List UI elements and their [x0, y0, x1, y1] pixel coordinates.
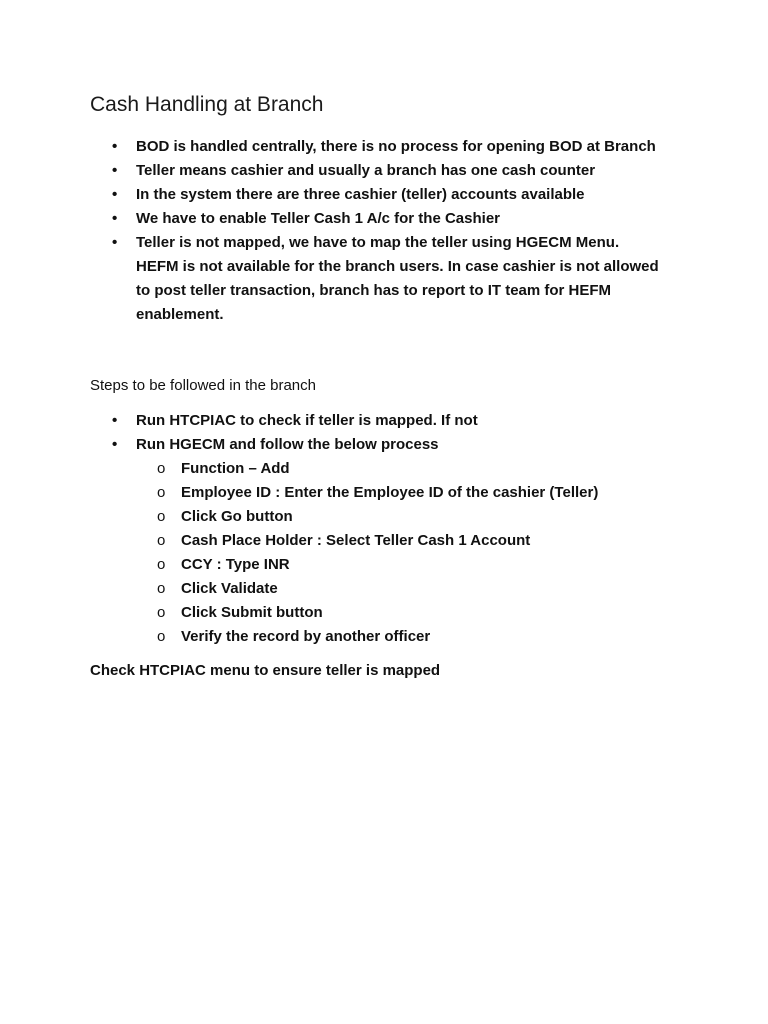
substep-item [181, 601, 598, 625]
closing-note: Check HTCPIAC menu to ensure teller is mapped [90, 662, 441, 679]
bullet-text: We have to enable Teller Cash 1 A/c for the Cashier [136, 210, 501, 227]
substep-item [181, 481, 598, 505]
bullet-item [136, 231, 659, 327]
steps-bullet-list [136, 409, 478, 457]
bullet-item [136, 135, 659, 159]
substep-text: Click Go button [181, 508, 293, 525]
substep-item [181, 625, 598, 649]
document-title: Cash Handling at Branch [90, 93, 324, 116]
substep-item [181, 457, 598, 481]
step-item [136, 433, 478, 457]
step-item [136, 409, 478, 433]
bullet-text-continuation: enablement. [136, 306, 224, 323]
overview-bullet-list [136, 135, 659, 327]
substep-item [181, 553, 598, 577]
substep-item [181, 505, 598, 529]
bullet-item [136, 159, 659, 183]
bullet-text-continuation: to post teller transaction, branch has to report to IT team for HEFM [136, 282, 612, 299]
substep-text: Function – Add [181, 460, 290, 477]
bullet-item [136, 207, 659, 231]
substep-text: Click Submit button [181, 604, 323, 621]
bullet-text: BOD is handled centrally, there is no process for opening BOD at Branch [136, 138, 656, 155]
substeps-list [181, 457, 598, 649]
bullet-text-continuation: HEFM is not available for the branch users. In case cashier is not allowed [136, 258, 659, 275]
bullet-text: In the system there are three cashier (teller) accounts available [136, 186, 585, 203]
substep-item [181, 529, 598, 553]
substep-item [181, 577, 598, 601]
substep-text: Employee ID : Enter the Employee ID of the cashier (Teller) [181, 484, 599, 501]
bullet-text: Teller means cashier and usually a branch has one cash counter [136, 162, 596, 179]
substep-text: Verify the record by another officer [181, 628, 431, 645]
substep-text: Cash Place Holder : Select Teller Cash 1 Account [181, 532, 531, 549]
step-text: Run HTCPIAC to check if teller is mapped. If not [136, 412, 478, 429]
steps-heading: Steps to be followed in the branch [90, 377, 316, 394]
bullet-text: • Teller is not mapped, we have to map the teller using HGECM Menu. [136, 234, 620, 251]
substep-text: Click Validate [181, 580, 278, 597]
bullet-item [136, 183, 659, 207]
step-text: Run HGECM and follow the below process [136, 436, 439, 453]
substep-text: CCY : Type INR [181, 556, 290, 573]
